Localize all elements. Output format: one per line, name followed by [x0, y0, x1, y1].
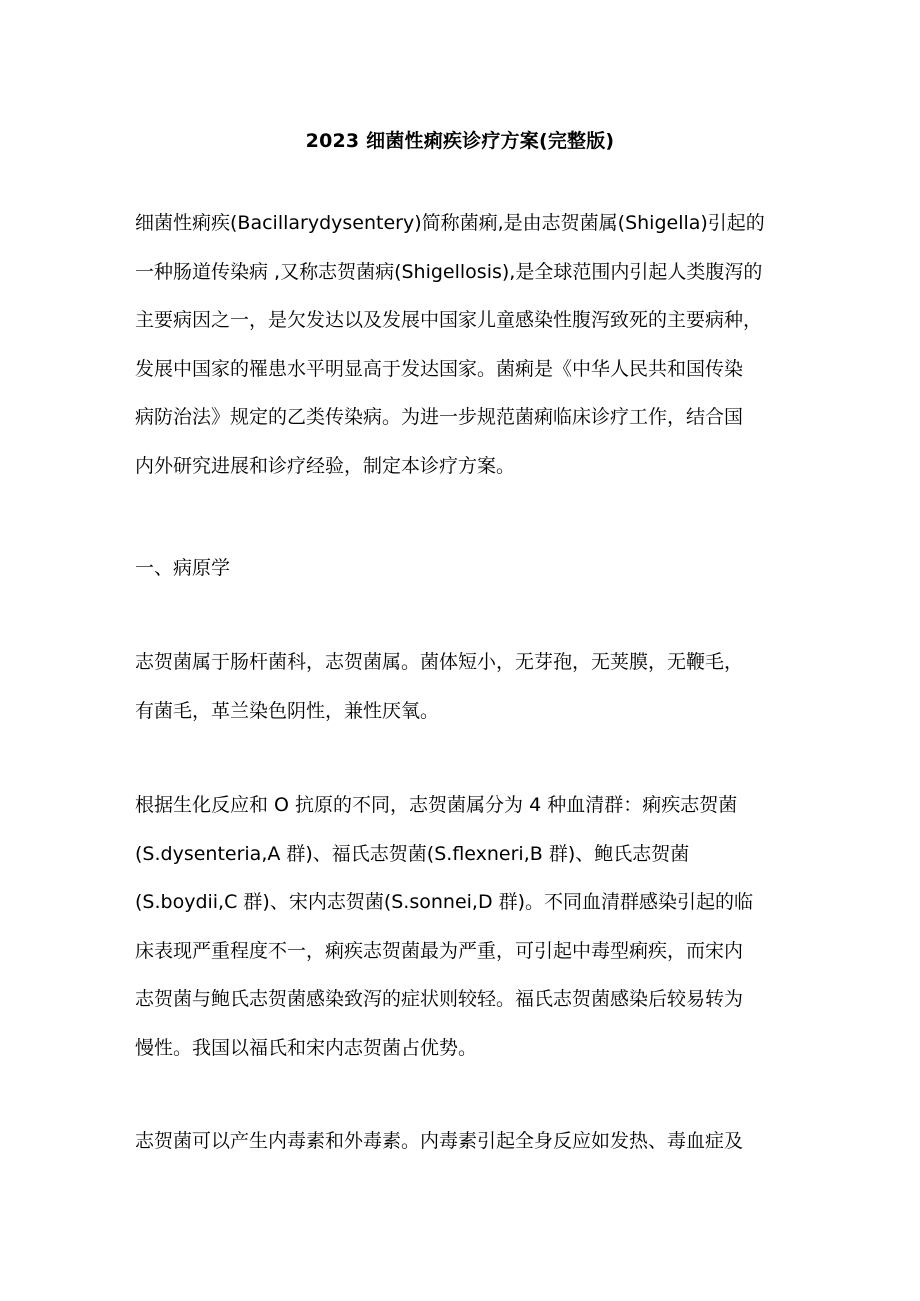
- text-line: 主要病因之一，是欠发达以及发展中国家儿童感染性腹泻致死的主要病种，: [135, 309, 763, 332]
- text-line: 志贺菌可以产生内毒素和外毒素。内毒素引起全身反应如发热、毒血症及: [135, 1130, 744, 1152]
- text-line: 病防治法》规定的乙类传染病。为进一步规范菌痢临床诊疗工作，结合国: [135, 406, 744, 429]
- text-line: 志贺菌与鲍氏志贺菌感染致泻的症状则较轻。福氏志贺菌感染后较易转为: [135, 988, 744, 1011]
- text-line: 细菌性痢疾(Bacillarydysentery)简称菌痢,是由志贺菌属(Shigella)引起的: [135, 212, 765, 234]
- text-line: 一种肠道传染病 ,又称志贺菌病(Shigellosis),是全球范围内引起人类腹泻的: [135, 260, 763, 283]
- text-line: 发展中国家的罹患水平明显高于发达国家。菌痢是《中华人民共和国传染: [135, 357, 744, 380]
- etiology-paragraph-1: [135, 638, 795, 735]
- section-heading-etiology: [135, 544, 795, 593]
- text-line: 志贺菌属于肠杆菌科，志贺菌属。菌体短小，无芽孢，无荚膜，无鞭毛，: [135, 651, 744, 673]
- text-line: 床表现严重程度不一，痢疾志贺菌最为严重，可引起中毒型痢疾，而宋内: [135, 939, 744, 962]
- etiology-paragraph-2: [135, 781, 795, 1073]
- text-line: 慢性。我国以福氏和宋内志贺菌占优势。: [135, 1036, 478, 1059]
- etiology-paragraph-3: [135, 1117, 795, 1166]
- section-heading-text: 一、病原学: [135, 557, 231, 579]
- document-title: 2023 细菌性痢疾诊疗方案(完整版): [305, 130, 615, 152]
- text-line: 内外研究进展和诊疗经验，制定本诊疗方案。: [135, 454, 516, 477]
- text-line: 根据生化反应和 O 抗原的不同，志贺菌属分为 4 种血清群：痢疾志贺菌: [135, 794, 738, 816]
- text-line: 有菌毛，革兰染色阴性，兼性厌氧。: [135, 699, 440, 722]
- text-line: (S.dysenteria,A 群)、福氏志贺菌(S.flexneri,B 群)、鲍氏志贺菌: [135, 842, 690, 865]
- intro-paragraph: [135, 199, 795, 491]
- text-line: (S.boydii,C 群)、宋内志贺菌(S.sonnei,D 群)。不同血清群感染引起的临: [135, 891, 754, 914]
